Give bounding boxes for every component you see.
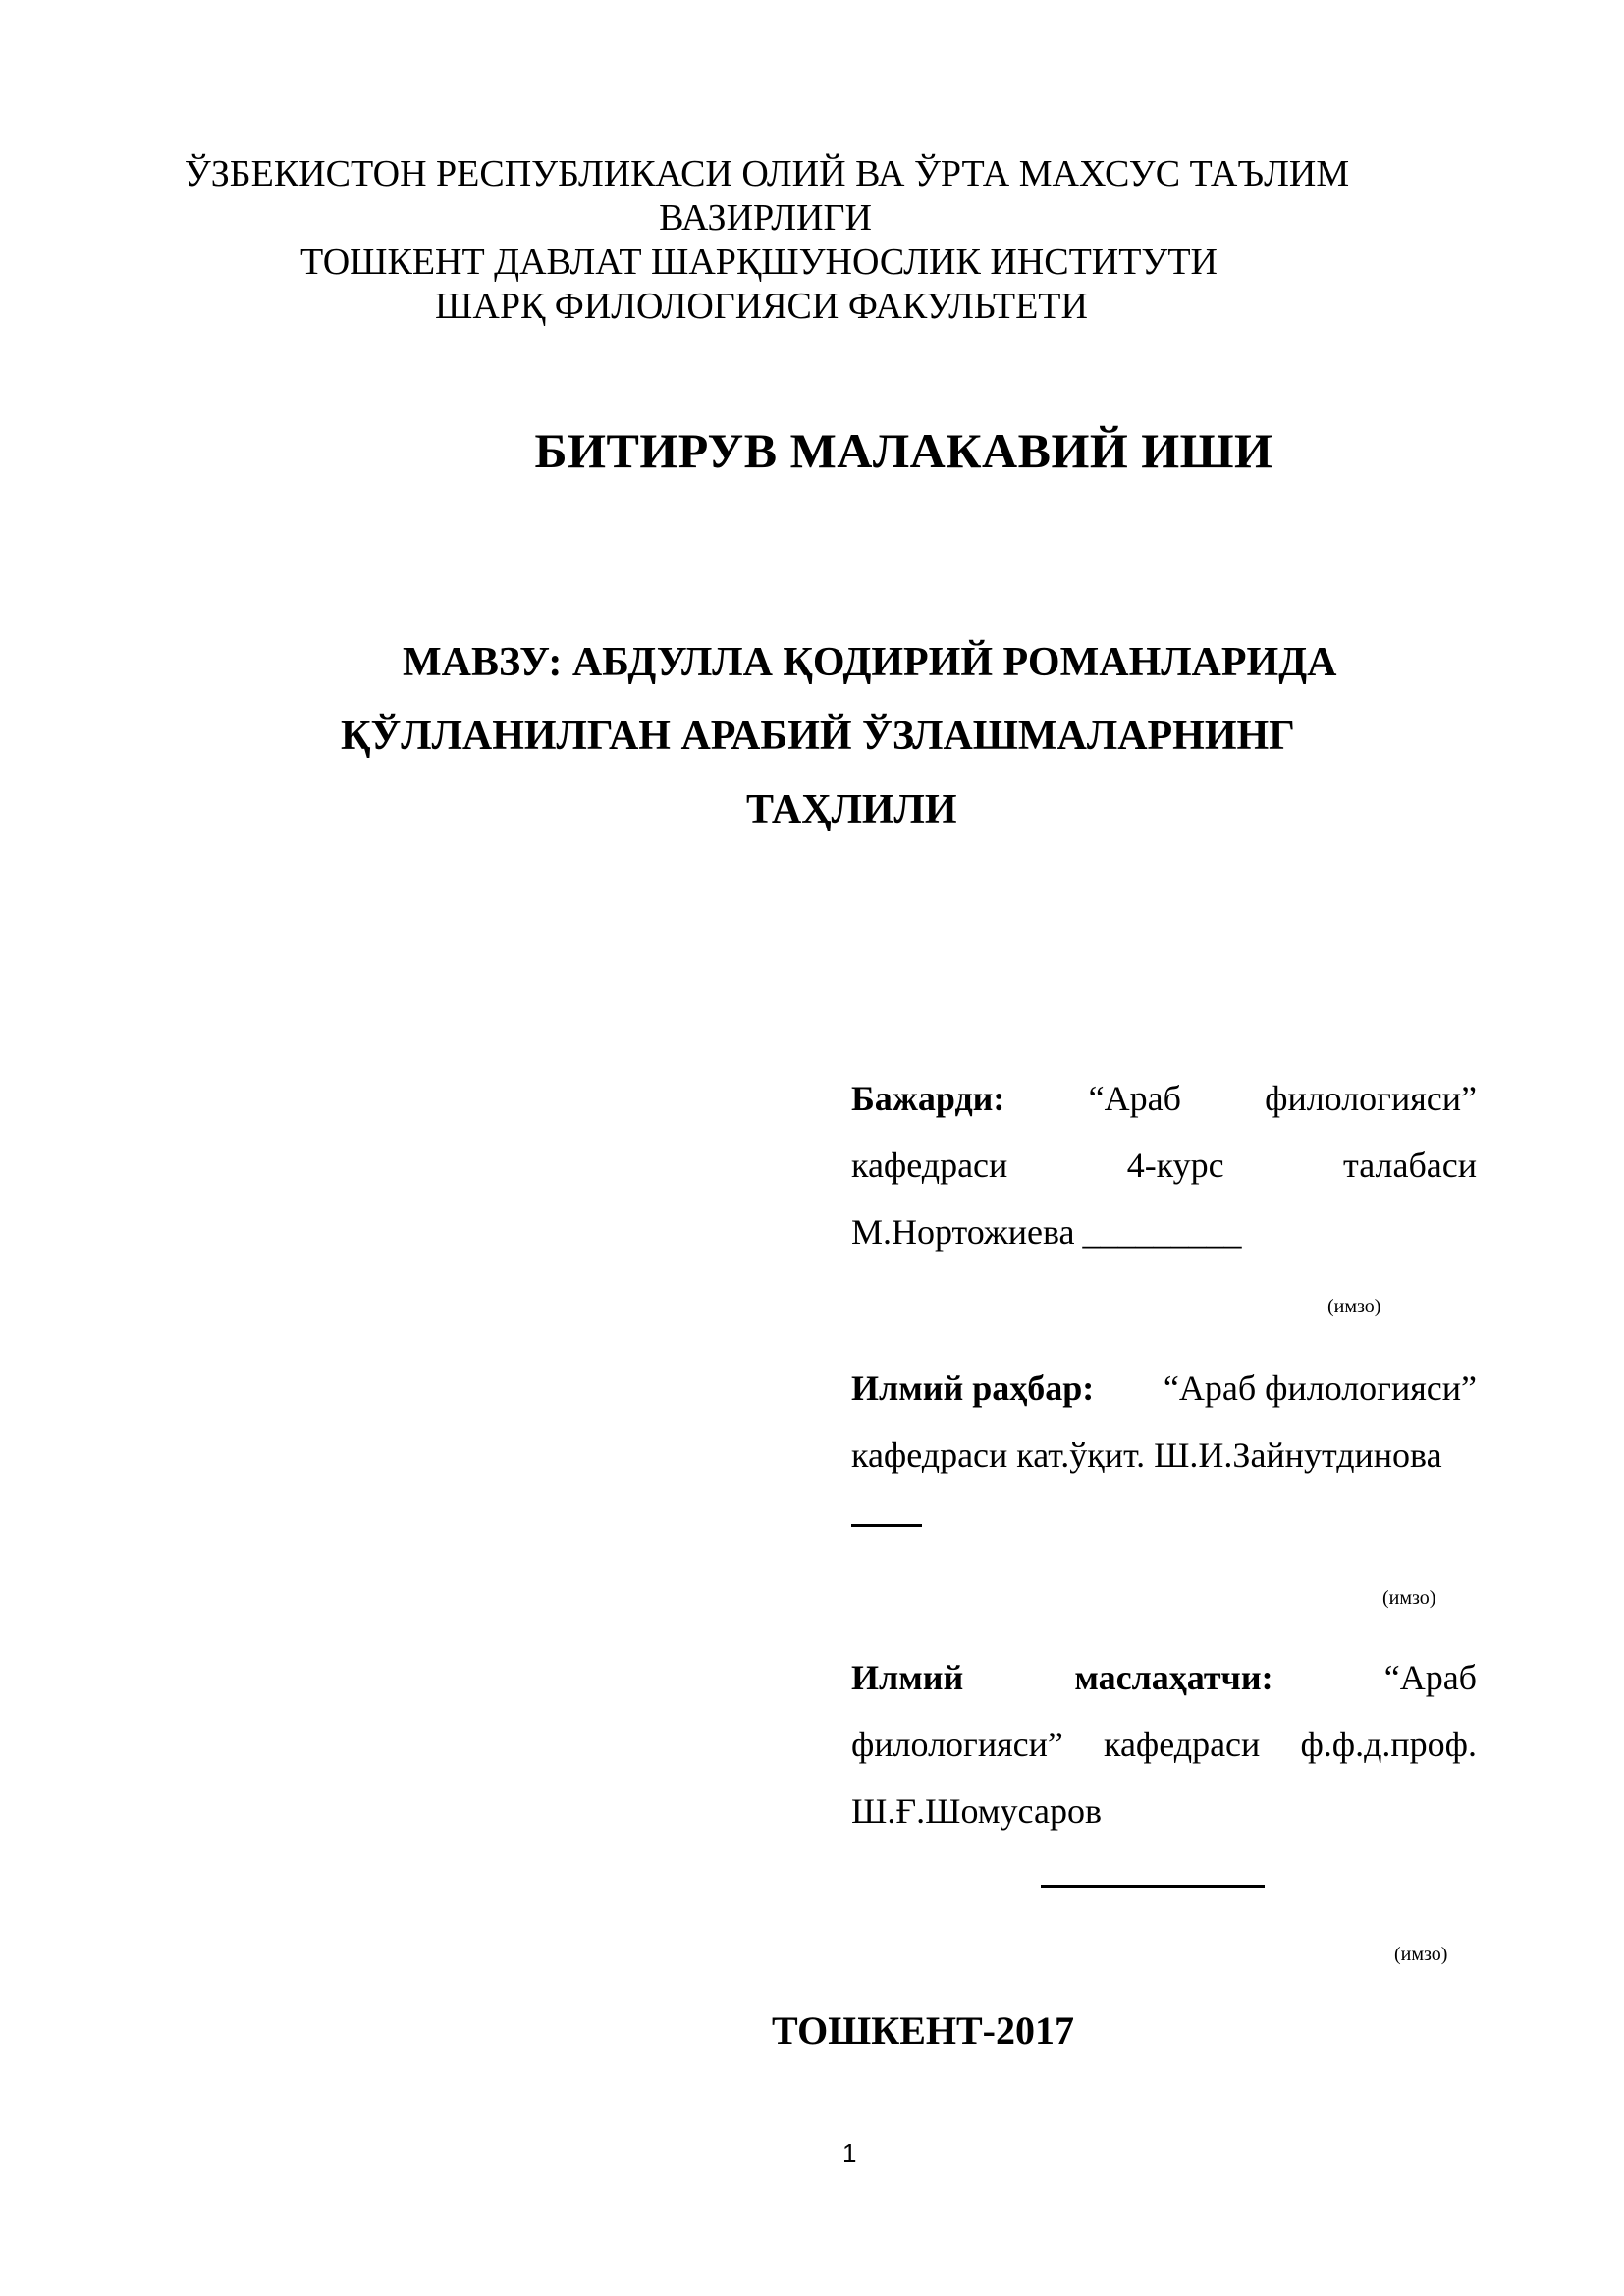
performer-student-word: талабаси bbox=[1343, 1146, 1477, 1185]
header-institute: ТОШКЕНТ ДАВЛАТ ШАРҚШУНОСЛИК ИНСТИТУТИ bbox=[299, 241, 1218, 283]
supervisor-dept: “Араб филологияси” bbox=[1163, 1368, 1477, 1408]
performer-dept-quote: “Араб bbox=[1088, 1079, 1181, 1118]
performer-signature-label: (имзо) bbox=[1327, 1296, 1381, 1317]
supervisor-signature-label: (имзо) bbox=[1382, 1587, 1436, 1609]
consultant-block bbox=[851, 1644, 1477, 1844]
header-faculty: ШАРҚ ФИЛОЛОГИЯСИ ФАКУЛЬТЕТИ bbox=[435, 286, 1088, 327]
consultant-dept-name: филологияси” bbox=[851, 1725, 1063, 1764]
page-number: 1 bbox=[842, 2138, 857, 2167]
performer-name: М.Нортожиева bbox=[851, 1212, 1075, 1252]
consultant-title: ф.ф.д.проф. bbox=[1300, 1725, 1477, 1764]
performer-dept-word: кафедраси bbox=[851, 1146, 1008, 1185]
header-ministry-line2: ВАЗИРЛИГИ bbox=[659, 197, 872, 239]
performer-label: Бажарди: bbox=[851, 1079, 1005, 1118]
topic-line2: ҚЎЛЛАНИЛГАН АРАБИЙ ЎЗЛАШМАЛАРНИНГ bbox=[341, 714, 1295, 759]
supervisor-signature-line bbox=[851, 1524, 922, 1527]
consultant-label-part2: маслаҳатчи: bbox=[1074, 1658, 1273, 1697]
institution-header bbox=[0, 152, 1624, 329]
topic-line3: ТАҲЛИЛИ bbox=[746, 787, 957, 832]
consultant-dept-quote: “Араб bbox=[1383, 1658, 1477, 1697]
performer-block bbox=[851, 1065, 1477, 1265]
city-year: ТОШКЕНТ-2017 bbox=[772, 2008, 1074, 2053]
performer-dept-name: филологияси” bbox=[1265, 1079, 1477, 1118]
performer-course: 4-курс bbox=[1126, 1146, 1224, 1185]
consultant-signature-line bbox=[1041, 1885, 1265, 1888]
supervisor-details: кафедраси кат.ўқит. Ш.И.Зайнутдинова bbox=[851, 1435, 1442, 1474]
supervisor-label: Илмий раҳбар: bbox=[851, 1368, 1095, 1408]
performer-signature-blank: _________ bbox=[1082, 1212, 1242, 1252]
consultant-signature-label: (имзо) bbox=[1394, 1944, 1448, 1965]
consultant-dept-word: кафедраси bbox=[1104, 1725, 1261, 1764]
consultant-label-part1: Илмий bbox=[851, 1658, 964, 1697]
topic-line1: МАВЗУ: АБДУЛЛА ҚОДИРИЙ РОМАНЛАРИДА bbox=[403, 640, 1337, 685]
supervisor-block bbox=[851, 1355, 1477, 1488]
thesis-topic bbox=[0, 626, 1624, 847]
header-ministry-line1: ЎЗБЕКИСТОН РЕСПУБЛИКАСИ ОЛИЙ ВА ЎРТА МАХСУС ТАЪЛИМ bbox=[184, 153, 1350, 194]
consultant-name: Ш.Ғ.Шомусаров bbox=[851, 1791, 1102, 1831]
document-type-title: БИТИРУВ МАЛАКАВИЙ ИШИ bbox=[534, 423, 1273, 478]
